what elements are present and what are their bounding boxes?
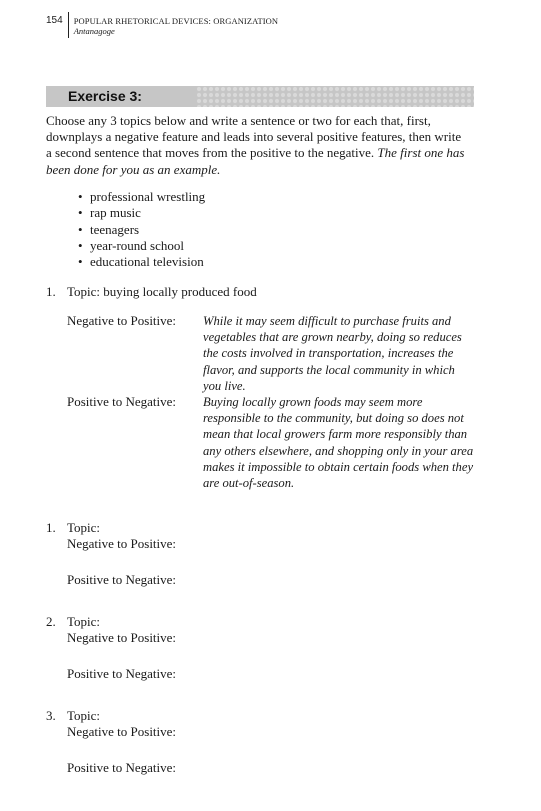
example-topic: Topic: buying locally produced food: [67, 284, 257, 299]
header-section-title: POPULAR RHETORICAL DEVICES: ORGANIZATION: [73, 16, 279, 26]
blank-number: 2.: [46, 614, 56, 629]
neg-to-pos-label: Negative to Positive:: [67, 630, 177, 646]
example-number: 1.: [46, 284, 56, 299]
neg-to-pos-label: Negative to Positive:: [67, 724, 177, 740]
pos-to-neg-label: Positive to Negative:: [67, 394, 177, 409]
example-heading: [46, 284, 257, 300]
neg-to-pos-label: Negative to Positive:: [67, 536, 177, 552]
topic-label: Topic:: [67, 614, 101, 629]
topic-label: Topic:: [67, 520, 101, 535]
pos-to-neg-label: Positive to Negative:: [67, 665, 177, 681]
exercise-title: Exercise 3:: [68, 88, 142, 104]
page-number: 154: [46, 15, 63, 26]
list-item: • professional wrestling: [78, 189, 205, 205]
pos-to-neg-label: Positive to Negative:: [67, 571, 177, 587]
list-item: • rap music: [78, 205, 205, 221]
list-item: • educational television: [78, 254, 205, 270]
pos-to-neg-text: Buying locally grown foods may seem more responsible to the community, but doing so does not mean that local growers farm more responsibly than any others elsewhere, and shopping only in your area makes it impossible to obtain certain foods when they are out-of-season.: [203, 395, 474, 491]
blank-number: 3.: [46, 708, 56, 723]
topic-label: Topic:: [67, 708, 101, 723]
header-divider: [68, 12, 69, 38]
instructions-note: The first one has been done for you as an example.: [46, 145, 465, 177]
pos-to-neg-label: Positive to Negative:: [67, 759, 177, 775]
blank-number: 1.: [46, 520, 56, 535]
list-item: • teenagers: [78, 222, 205, 238]
neg-to-pos-label: Negative to Positive:: [67, 313, 177, 328]
exercise-instructions: [46, 113, 466, 178]
topic-list: [78, 189, 205, 270]
instructions-text: Choose any 3 topics below and write a sentence or two for each that, first, downplays a negative feature and leads into several positive features, then write a second sentence that moves from the positive to the negative.: [46, 113, 462, 161]
list-item: • year-round school: [78, 238, 205, 254]
header-subsection-title: Antanagoge: [73, 26, 115, 36]
running-header: [46, 12, 278, 38]
neg-to-pos-text: While it may seem difficult to purchase fruits and vegetables that are grown nearby, doing so reduces the costs involved in transportation, increases the flavor, and supports the local community in which you live.: [203, 314, 462, 393]
header-text: [74, 12, 278, 38]
exercise-banner: [46, 86, 474, 107]
